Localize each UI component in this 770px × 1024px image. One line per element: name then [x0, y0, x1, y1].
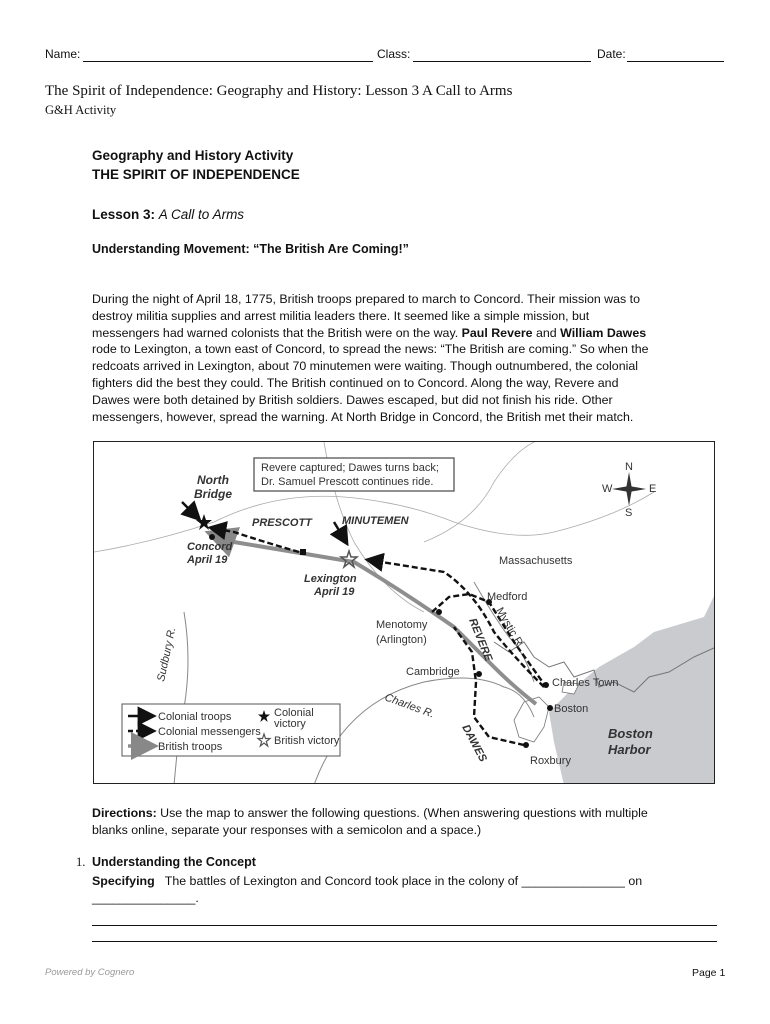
north-bridge-victory-icon — [196, 514, 212, 530]
massachusetts-label: Massachusetts — [499, 555, 573, 567]
page-number: Page 1 — [692, 967, 726, 979]
compass-w: W — [602, 483, 613, 495]
british-route — [212, 534, 536, 704]
compass-e: E — [649, 483, 657, 495]
passage-line: messengers had warned colonists that the British were on the way. Paul Revere and William Dawes — [92, 325, 647, 340]
date-label: Date: — [597, 47, 626, 61]
compass-s: S — [625, 507, 633, 519]
charles-river — [314, 678, 534, 784]
directions: Directions: Use the map to answer the following questions. (When answering questions with multiple blanks online, separate your responses with a semicolon and a space.) — [92, 806, 648, 837]
legend-british-troops: British troops — [158, 741, 223, 753]
footer-powered-by: Powered by Cognero — [45, 967, 135, 978]
compass-n: N — [625, 461, 633, 473]
question-text: Specifying The battles of Lexington and Concord took place in the colony of _______________ on _______________. — [92, 874, 643, 905]
capture-marker — [300, 549, 306, 555]
map — [93, 441, 715, 784]
name-label: Name: — [45, 47, 81, 61]
passage-line: rode to Lexington, a town east of Concord, to spread the news: “The British are coming.” So when the — [92, 342, 649, 357]
mystic-label: Mystic R. — [493, 605, 527, 651]
cambridge-dot — [476, 671, 482, 677]
medford-label: Medford — [487, 591, 528, 603]
passage-line: Dawes were both detained by British soldiers. Dawes escaped, but did not finish his ride. Other — [92, 392, 613, 407]
sudbury-river-label: Sudbury R. — [155, 626, 179, 683]
page-subtitle: G&H Activity — [45, 103, 117, 117]
cambridge-label: Cambridge — [406, 666, 460, 678]
section-title: Understanding Movement: “The British Are Coming!” — [92, 242, 409, 256]
class-label: Class: — [377, 47, 411, 61]
compass-rose-icon — [602, 461, 656, 519]
legend-colonial-troops: Colonial troops — [158, 711, 232, 723]
passage — [92, 291, 722, 425]
boston-dot — [547, 705, 553, 711]
activity-heading: Geography and History Activity — [92, 148, 294, 163]
legend-british-victory: British victory — [274, 735, 340, 747]
north-label: North — [197, 473, 229, 487]
map-svg — [94, 442, 715, 784]
charles-town-label: Charles Town — [552, 677, 619, 689]
passage-line: During the night of April 18, 1775, British troops prepared to march to Concord. Their mission was to — [92, 292, 640, 306]
north-bridge-arrow — [182, 502, 198, 518]
border-line-3 — [424, 442, 534, 542]
question-title: Understanding the Concept — [92, 855, 256, 869]
class-field[interactable] — [413, 61, 591, 62]
legend-colonial-victory: Colonial — [274, 707, 314, 719]
prescott-label: PRESCOTT — [252, 517, 312, 529]
boston-label: Boston — [554, 703, 589, 715]
roxbury-dot — [523, 742, 529, 748]
question-label: Specifying — [92, 874, 155, 888]
bridge-label: Bridge — [194, 487, 233, 501]
menotomy-dot — [436, 609, 442, 615]
harbor-label: Harbor — [608, 742, 651, 757]
answer-line-2[interactable] — [92, 941, 717, 942]
lesson-heading — [92, 207, 244, 222]
charles-town-dot — [543, 682, 549, 688]
legend-victory: victory — [274, 718, 306, 730]
activity-subheading: THE SPIRIT OF INDEPENDENCE — [92, 167, 300, 182]
question-number: 1. — [76, 855, 86, 869]
paul-revere: Paul Revere — [461, 325, 533, 340]
callout-line1: Revere captured; Dawes turns back; — [261, 462, 439, 474]
name-field[interactable] — [83, 61, 373, 62]
lexington-label: Lexington — [304, 573, 357, 585]
callout-line2: Dr. Samuel Prescott continues ride. — [261, 476, 434, 488]
menotomy-label: Menotomy — [376, 619, 428, 631]
minutemen-label: MINUTEMEN — [342, 515, 409, 527]
william-dawes: William Dawes — [560, 325, 647, 340]
lexington-date: April 19 — [314, 586, 355, 598]
passage-line: fighters did the best they could. The British continued on to Concord. Along the way, Revere and — [92, 375, 619, 390]
legend-colonial-messengers: Colonial messengers — [158, 726, 261, 738]
date-field[interactable] — [627, 61, 724, 62]
concord-date: April 19 — [187, 554, 228, 566]
passage-line: redcoats arrived in Lexington, about 70 minutemen were waiting. Though outnumbered, the colonial — [92, 359, 638, 374]
concord-dot — [209, 534, 215, 540]
concord-label: Concord — [187, 541, 233, 553]
boston-harbor-label: Boston — [608, 726, 653, 741]
dawes-label: DAWES — [459, 722, 489, 765]
page-title: The Spirit of Independence: Geography and History: Lesson 3 A Call to Arms — [45, 83, 513, 99]
revere-label: REVERE — [466, 616, 495, 664]
roxbury-label: Roxbury — [530, 755, 571, 767]
lesson-label: Lesson 3: — [92, 207, 156, 222]
answer-line-1[interactable] — [92, 925, 717, 926]
passage-line: messengers, however, spread the warning. At North Bridge in Concord, the British met their match. — [92, 409, 634, 424]
lesson-title: A Call to Arms — [158, 207, 245, 222]
passage-line: destroy militia supplies and arrest militia leaders there. It seemed like a simple mission, but — [92, 308, 590, 323]
arlington-label: (Arlington) — [376, 634, 427, 646]
charles-river-label: Charles R. — [382, 691, 436, 721]
directions-label: Directions: — [92, 806, 157, 820]
